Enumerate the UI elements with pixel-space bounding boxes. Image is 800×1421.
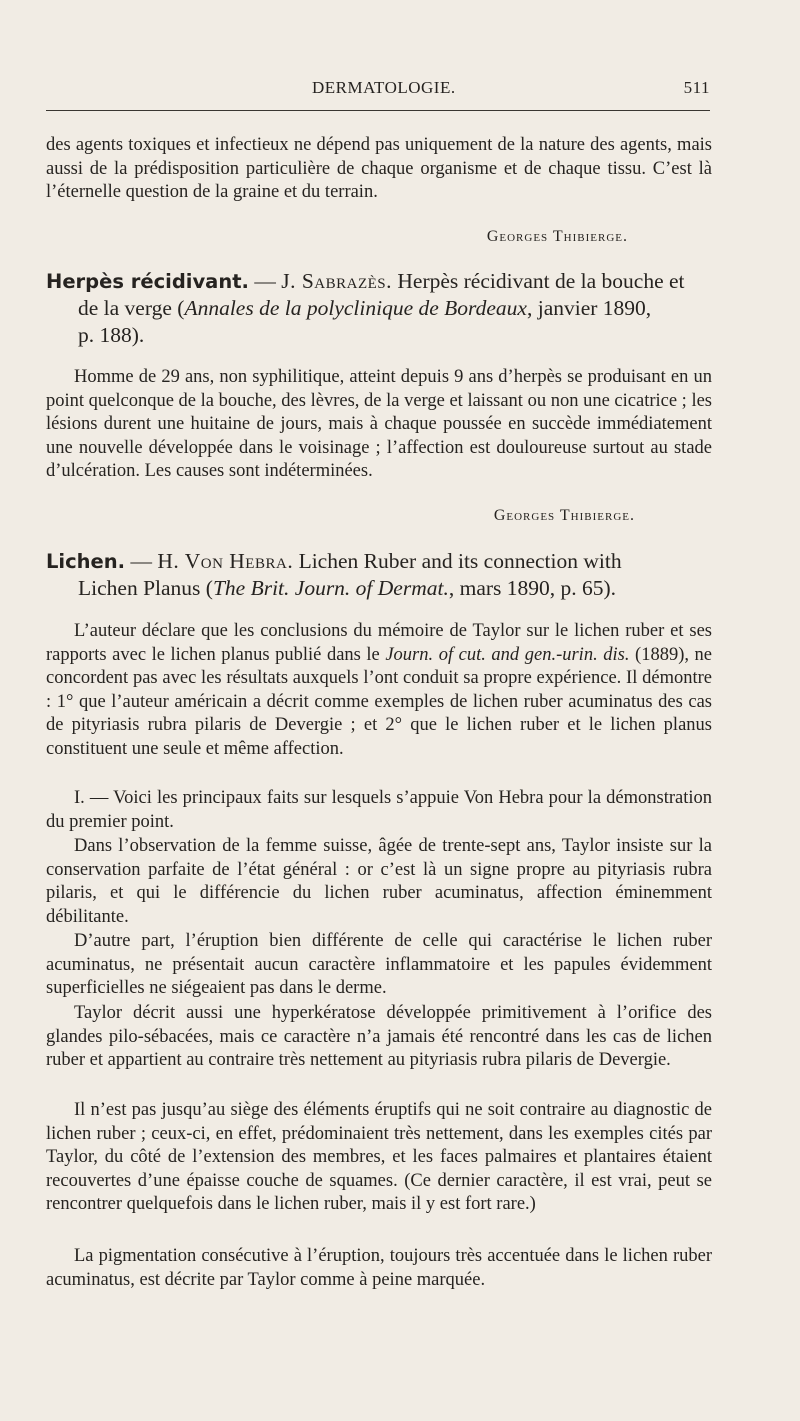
lichen-paragraph-3: Dans l’observation de la femme suisse, âgée de trente-sept ans, Taylor insiste sur la conservation parfaite de l’état général : or c’est là un signe propre au pityriasis rubra pilaris, et qui le différencie du lichen ruber acuminatus, affection éminemment débilitante.	[46, 836, 712, 927]
herpes-line2-a: de la verge (	[78, 296, 185, 320]
intro-signature: Georges Thibierge.	[486, 228, 628, 245]
lichen-title: Lichen.	[46, 550, 126, 573]
lichen-author: H. Von Hebra.	[157, 549, 294, 573]
lichen-p1-a: L’auteur déclare que les conclusions du mémoire de Taylor sur le lichen ruber et ses rapports avec le lichen planus publié dans le	[46, 621, 712, 665]
page-number: 511	[683, 78, 710, 97]
lichen-paragraph-7: La pigmentation consécutive à l’éruption, toujours très accentuée dans le lichen ruber acuminatus, est décrite par Taylor comme à peine marquée.	[46, 1246, 712, 1290]
lichen-title-rest: Lichen Ruber and its connection with	[298, 549, 622, 573]
lichen-paragraph-5: Taylor décrit aussi une hyperkératose développée primitivement à l’orifice des glandes pilo-sébacées, mais ce caractère n’a jamais été rencontré dans les cas de lichen ruber et appartient au contraire très nettement au pityriasis rubra pilaris de Devergie.	[46, 1003, 712, 1070]
running-title: DERMATOLOGIE.	[312, 78, 456, 97]
lichen-p1-b: (1889), ne concordent pas avec les résultats auxquels l’ont conduit sa propre expérience. Il démontre : 1° que l’auteur américain a décrit comme exemples de lichen ruber acuminatus des cas de pityriasis rubra pilaris de Devergie ; et 2° que le lichen ruber et le lichen planus constituent une seule et même affection.	[46, 644, 712, 759]
herpes-dash: —	[254, 269, 276, 293]
lichen-dash: —	[130, 549, 152, 573]
herpes-signature: Georges Thibierge.	[493, 507, 635, 524]
herpes-title: Herpès récidivant.	[46, 270, 249, 293]
herpes-title-rest: Herpès récidivant de la bouche et	[397, 269, 685, 293]
herpes-journal: Annales de la polyclinique de Bordeaux	[184, 296, 527, 320]
lichen-p1-journal: Journ. of cut. and gen.-urin. dis.	[385, 644, 630, 665]
herpes-heading	[46, 268, 716, 349]
lichen-paragraph-2: I. — Voici les principaux faits sur lesquels s’appuie Von Hebra pour la démonstration du premier point.	[46, 788, 712, 832]
lichen-paragraph-1	[46, 620, 712, 761]
herpes-author: J. Sabrazès.	[281, 269, 392, 293]
page-header	[46, 72, 710, 104]
herpes-line3: p. 188).	[78, 323, 145, 347]
lichen-line2-b: , mars 1890, p. 65).	[448, 576, 617, 600]
lichen-journal: The Brit. Journ. of Dermat.	[212, 576, 449, 600]
herpes-line2-b: , janvier 1890,	[526, 296, 652, 320]
lichen-line2-a: Lichen Planus (	[78, 576, 213, 600]
herpes-paragraph: Homme de 29 ans, non syphilitique, atteint depuis 9 ans d’herpès se produisant en un point quelconque de la bouche, des lèvres, de la verge et laissant ou non une cicatrice ; les lésions durent une huitaine de jours, mais à chaque poussée en succède immédiatement une nouvelle développée dans le voisinage ; l’affection est douloureuse surtout au stade d’ulcération. Les causes sont indéterminées.	[46, 367, 712, 481]
lichen-paragraph-4: D’autre part, l’éruption bien différente de celle qui caractérise le lichen ruber acuminatus, ne présentait aucun caractère inflammatoire et les papules évidemment superficielles ne siégeaient pas dans le derme.	[46, 931, 712, 998]
lichen-heading	[46, 548, 716, 602]
lichen-paragraph-6: Il n’est pas jusqu’au siège des éléments éruptifs qui ne soit contraire au diagnostic de lichen ruber ; ceux-ci, en effet, prédominaient très nettement, dans les exemples cités par Taylor, du côté de l’extension des membres, et les faces palmaires et plantaires étaient recouvertes d’une épaisse couche de squames. (Ce dernier caractère, il est vrai, peut se rencontrer quelquefois dans le lichen ruber, mais il y est fort rare.)	[46, 1100, 712, 1214]
header-rule	[46, 110, 710, 111]
intro-paragraph: des agents toxiques et infectieux ne dépend pas uniquement de la nature des agents, mais aussi de la prédisposition particulière de chaque organisme et de chaque tissu. C’est là l’éternelle question de la graine et du terrain.	[46, 135, 712, 202]
